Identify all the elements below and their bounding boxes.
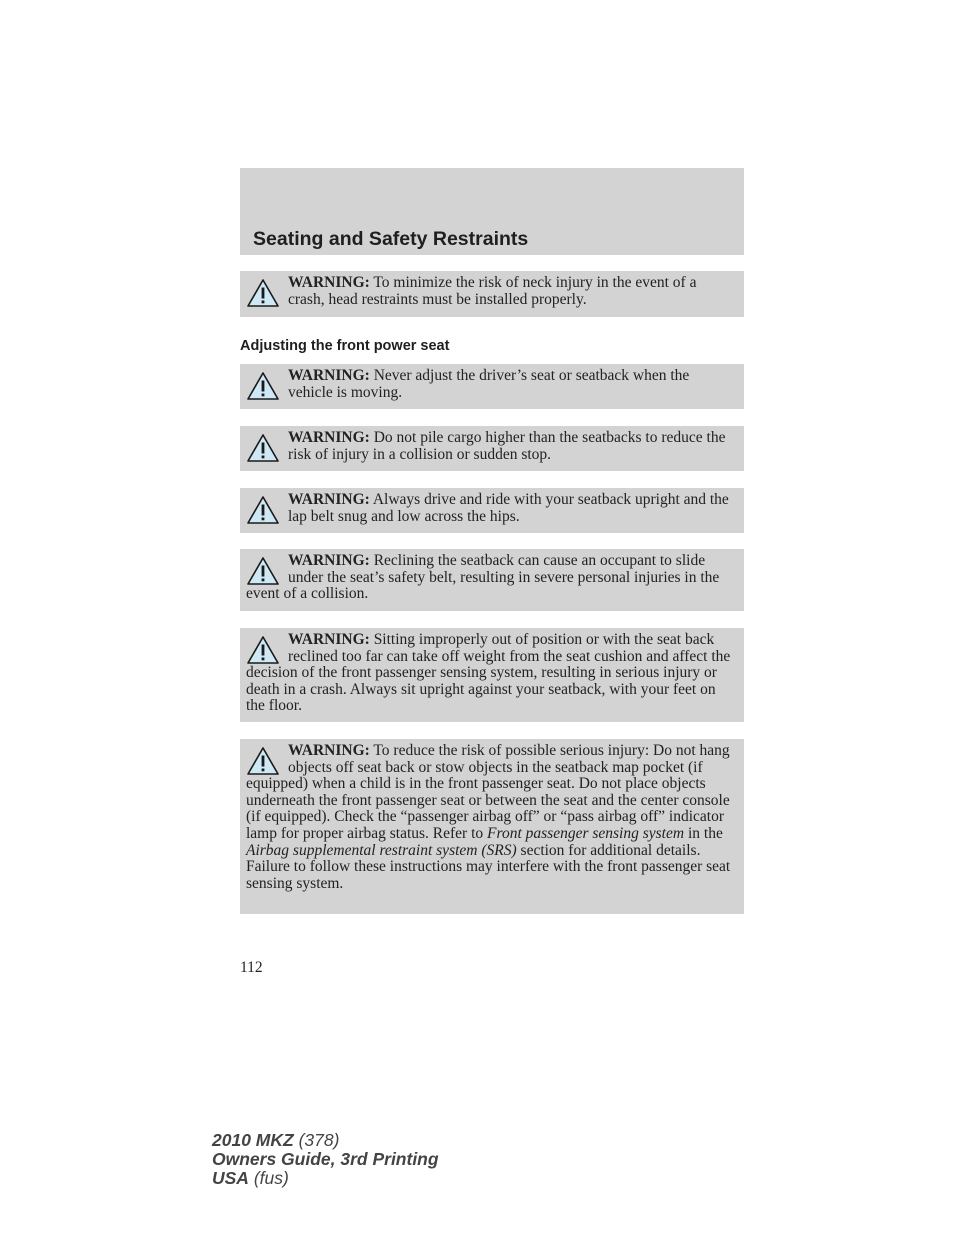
warning-triangle-icon	[246, 433, 280, 463]
warning-body: in the	[687, 824, 723, 842]
warning-box	[240, 364, 744, 409]
warning-body: To reduce the risk of possible serious injury: Do not hang objects off seat back or stow objects in the seatback map pocket (if equipped) when a child is in the front passenger seat. Do not place objects underneath the front passenger seat or between the seat and the center console (if equipped). Check the “passenger airbag off” or “pass airbag off” indicator lamp for proper airbag status. Refer to	[246, 742, 730, 842]
footer-market-code: (fus)	[253, 1168, 289, 1188]
section-header-band	[240, 168, 744, 255]
warning-box	[240, 426, 744, 471]
warning-triangle-icon	[246, 495, 280, 525]
warning-box	[240, 628, 744, 722]
footer-model: 2010 MKZ	[212, 1130, 294, 1150]
warning-label: WARNING:	[288, 429, 370, 446]
warning-body: Sitting improperly out of position or with the seat back reclined too far can take off weight from the seat cushion and affect the decision of the front passenger sensing system, resulting in serious injury or death in a crash. Always sit upright against your seatback, with your feet on the floor.	[246, 631, 731, 715]
warning-triangle-icon	[246, 278, 280, 308]
warning-body: Reclining the seatback can cause an occupant to slide under the seat’s safety belt, resulting in severe personal injuries in the event of a collision.	[246, 552, 720, 603]
warning-text	[246, 743, 736, 892]
footer	[212, 1131, 439, 1188]
warning-triangle-icon	[246, 746, 280, 776]
cross-reference: Airbag supplemental restraint system (SRS)	[246, 841, 517, 859]
warning-text	[246, 275, 736, 308]
warning-body: Always drive and ride with your seatback upright and the lap belt snug and low across the hips.	[288, 491, 729, 525]
warning-triangle-icon	[246, 371, 280, 401]
warning-text	[246, 368, 736, 401]
warning-box	[240, 739, 744, 914]
warning-box	[240, 549, 744, 611]
warning-label: WARNING:	[288, 742, 370, 759]
warning-text	[246, 492, 736, 525]
warning-text	[246, 632, 736, 715]
warning-box	[240, 271, 744, 317]
warning-triangle-icon	[246, 556, 280, 586]
warning-label: WARNING:	[288, 274, 370, 291]
warning-label: WARNING:	[288, 491, 370, 508]
page-number: 112	[240, 959, 263, 976]
footer-market: USA	[212, 1168, 249, 1188]
footer-model-code: (378)	[298, 1130, 340, 1150]
warning-body: Do not pile cargo higher than the seatbacks to reduce the risk of injury in a collision or sudden stop.	[288, 429, 726, 463]
warning-body: Never adjust the driver’s seat or seatback when the vehicle is moving.	[288, 367, 690, 401]
warning-text	[246, 430, 736, 463]
warning-label: WARNING:	[288, 552, 370, 569]
page-title: Seating and Safety Restraints	[253, 228, 529, 250]
footer-guide: Owners Guide, 3rd Printing	[212, 1149, 439, 1169]
warning-body: To minimize the risk of neck injury in the event of a crash, head restraints must be installed properly.	[288, 274, 697, 308]
section-heading: Adjusting the front power seat	[240, 338, 450, 354]
warning-text	[246, 553, 736, 603]
cross-reference: Front passenger sensing system	[487, 824, 685, 842]
warning-triangle-icon	[246, 635, 280, 665]
warning-body: section for additional details. Failure to follow these instructions may interfere with the front passenger seat sensing system.	[246, 841, 731, 892]
warning-box	[240, 488, 744, 533]
warning-label: WARNING:	[288, 631, 370, 648]
warning-label: WARNING:	[288, 367, 370, 384]
